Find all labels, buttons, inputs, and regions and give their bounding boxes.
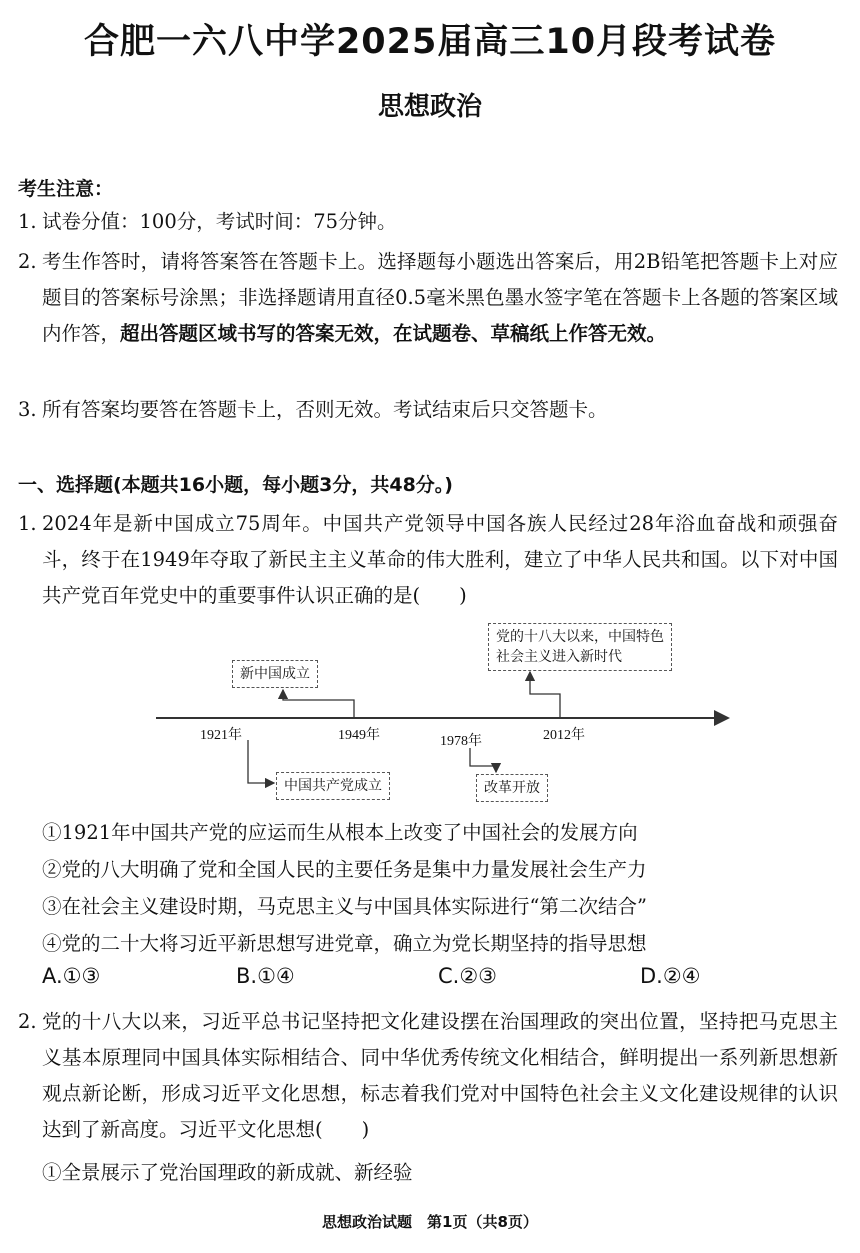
q1-statement-1: ①1921年中国共产党的应运而生从根本上改变了中国社会的发展方向: [42, 821, 638, 844]
connector-1949: [283, 690, 354, 718]
event-box-reform-opening: 改革开放: [476, 774, 548, 802]
event-box-party-founding: 中国共产党成立: [276, 772, 390, 800]
section-heading: 一、选择题(本题共16小题，每小题3分，共48分。): [18, 474, 453, 496]
timeline-year-1978: 1978年: [440, 734, 482, 749]
notice-item-1-text: 试卷分值：100分，考试时间：75分钟。: [42, 210, 397, 233]
notice-item-1-number: 1.: [18, 210, 37, 233]
timeline-year-1949: 1949年: [338, 728, 380, 743]
notice-item-2-number: 2.: [18, 250, 37, 273]
event-box-prc-founding: 新中国成立: [232, 660, 318, 688]
connector-1921: [248, 740, 274, 783]
timeline-year-2012: 2012年: [543, 728, 585, 743]
q1-option-d: D.②④: [640, 964, 701, 988]
connector-1978: [470, 748, 496, 772]
q1-statement-4: ④党的二十大将习近平新思想写进党章，确立为党长期坚持的指导思想: [42, 932, 647, 955]
notice-item-2-bold: 超出答题区域书写的答案无效，在试题卷、草稿纸上作答无效。: [120, 322, 667, 345]
connector-2012: [530, 672, 560, 718]
event-box-new-era: [488, 623, 672, 671]
question-2-stem: [18, 1004, 838, 1148]
event-box-new-era-line2: 社会主义进入新时代: [496, 649, 622, 665]
q2-statement-1: ①全景展示了党治国理政的新成就、新经验: [42, 1161, 413, 1184]
q1-statement-3: ③在社会主义建设时期，马克思主义与中国具体实际进行“第二次结合”: [42, 895, 647, 918]
notice-item-2-normal: 考生作答时，请将答案答在答题卡上。选择题每小题选出答案后，用2B铅笔把答题卡上对应题目的答案标号涂黑；非选择题请用直径0.5毫米黑色墨水签字笔在答题卡上各题的答案区域内作答，: [42, 250, 838, 345]
page-footer: 思想政治试题 第1页（共8页）: [322, 1213, 538, 1231]
event-box-new-era-line1: 党的十八大以来，中国特色: [496, 629, 664, 645]
q1-option-b: B.①④: [236, 964, 295, 988]
q1-option-a: A.①③: [42, 964, 101, 988]
exam-title: 合肥一六八中学2025届高三10月段考试卷: [83, 22, 777, 62]
question-1-text: 2024年是新中国成立75周年。中国共产党领导中国各族人民经过28年浴血奋战和顽强奋斗，终于在1949年夺取了新民主主义革命的伟大胜利，建立了中华人民共和国。以下对中国共产党百年党史中的重要事件认识正确的是( ): [42, 512, 838, 607]
notice-item-3-text: 所有答案均要答在答题卡上，否则无效。考试结束后只交答题卡。: [42, 398, 608, 421]
question-1-number: 1.: [18, 512, 37, 535]
q1-option-c: C.②③: [438, 964, 497, 988]
question-2-number: 2.: [18, 1010, 37, 1033]
timeline-year-1921: 1921年: [200, 728, 242, 743]
subject-title: 思想政治: [377, 92, 482, 122]
question-2-text: 党的十八大以来，习近平总书记坚持把文化建设摆在治国理政的突出位置，坚持把马克思主义基本原理同中国具体实际相结合、同中华优秀传统文化相结合，鲜明提出一系列新思想新观点新论断，形成习近平文化思想，标志着我们党对中国特色社会主义文化建设规律的认识达到了新高度。习近平文化思想( ): [42, 1010, 838, 1141]
notice-heading: 考生注意：: [18, 178, 114, 200]
q1-statement-2: ②党的八大明确了党和全国人民的主要任务是集中力量发展社会生产力: [42, 858, 647, 881]
notice-item-3-number: 3.: [18, 398, 37, 421]
